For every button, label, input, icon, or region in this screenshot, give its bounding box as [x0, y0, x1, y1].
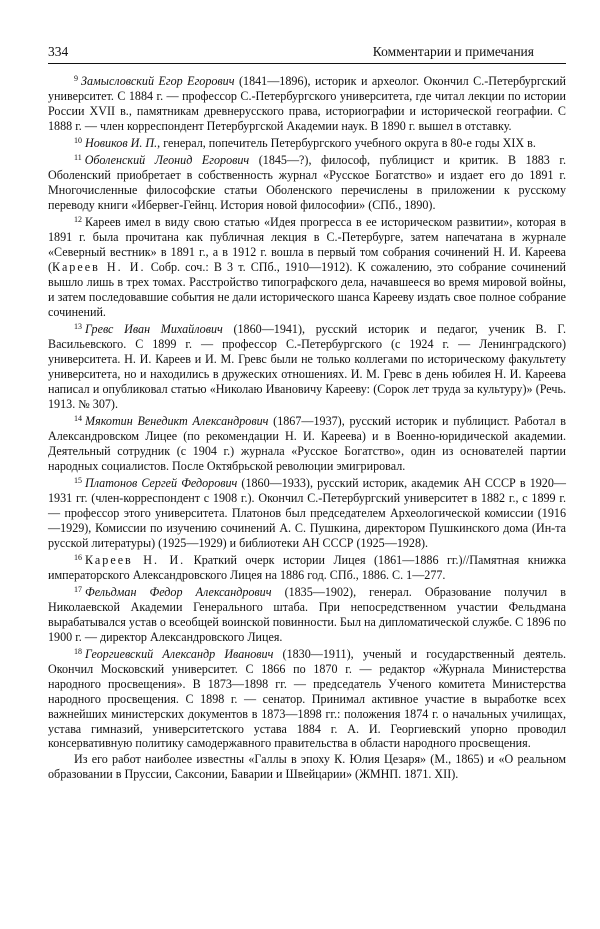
notes-body: [48, 72, 566, 782]
note-15: $^{15}$ Платонов Сергей Федорович (1860—1933), русский историк, академик АН СССР в 1920—1931 гг. (член-корреспондент с 1908 г.). Окончил С.-Петербургский университет в 1882 г., с 1899 г. — профессор этого университета. Платонов был председателем Археологической комиссии (1916—1929), Комиссии по изучению сочинений А. С. Пушкина, директором Пушкинского дома (Ин-та русской литературы) (1925—1929) и библиотеки АН СССР (1925—1928).: [48, 475, 566, 550]
note-13: $^{13}$ Гревс Иван Михайлович (1860—1941), русский историк и педагог, ученик В. Г. Васильевского. С 1899 г. — профессор С.-Петербургского (с 1924 г. — Ленинградского) университета. Н. И. Кареев и И. М. Гревс были не только коллегами по историческому факультету университета, но и находились в дружеских отношениях. И. М. Гревс в день юбилея Н. И. Кареева написал и опубликовал статью «Николаю Ивановичу Карееву: (Сорок лет труда за культуру)» (Речь. 1913. № 307).: [48, 322, 567, 411]
note-10: $^{10}$ Новиков И. П., генерал, попечитель Петербургского учебного округа в 80-е годы XIX в.: [74, 136, 536, 151]
note-18: $^{18}$ Георгиевский Александр Иванович (1830—1911), ученый и государственный деятель. Окончил Московский университет. С 1866 по 1870 г. — редактор «Журнала Министерства народного просвещения». В 1873—1898 гг. — председатель Ученого комитета Министерства народного просвещения. С 1898 г. — сенатор. Принимал активное участие в выработке всех важнейших министерских документов в 1873—1898 гг.: положения 1874 г. о начальных училищах, устава гимназий, университетского устава 1884 г. А. И. Георгиевский упорно проводил консервативную политику самодержавного правительства в области народного просвещения.: [48, 647, 566, 751]
note-12: $^{12}$ Кареев имел в виду свою статью «Идея прогресса в ее историческом развитии», которая в 1891 г. была прочитана как публичная лекция в С.-Петербурге, затем напечатана в журнале «Северный вестник» в 1891 г., а в 1912 г. вошла в первый том собрания сочинений Н. И. Кареева (Кареев Н. И. Собр. соч.: В 3 т. СПб., 1910—1912). К сожалению, это собрание сочинений вышло лишь в трех томах. Расстройство типографского дела, начавшееся во время мировой войны, и затем последовавшие события не дали исторического шанса Карееву издать свое полное собрание сочинений.: [48, 215, 566, 319]
note-16: $^{16}$ Кареев Н. И. Краткий очерк истории Лицея (1861—1886 гг.)//Памятная книжка императорского Александровского Лицея на 1886 год. СПб., 1886. С. 1—277.: [48, 552, 566, 582]
running-head: [48, 44, 566, 60]
running-title: Комментарии и примечания: [372, 44, 534, 59]
page-number: 334: [48, 44, 69, 59]
header-rule: [48, 63, 566, 64]
closing-paragraph: Из его работ наиболее известны «Галлы в эпоху К. Юлия Цезаря» (М., 1865) и «О реальном образовании в Пруссии, Саксонии, Баварии и Швейцарии» (ЖМНП. 1871. XII).: [48, 751, 566, 781]
note-11: $^{11}$ Оболенский Леонид Егорович (1845—?), философ, публицист и критик. В 1883 г. Оболенский приобретает в собственность журнал «Русское Богатство» и издает его до 1891 г. Многочисленные философские статьи Оболенского перечислены в приложении к русскому переводу книги «Ибервег-Гейнц. История новой философии» (СПб., 1890).: [48, 153, 567, 213]
note-14: $^{14}$ Мякотин Венедикт Александрович (1867—1937), русский историк и публицист. Работал в Александровском Лицее (по рекомендации Н. И. Кареева) и в Военно-юридической академии. Деятельный сотрудник (с 1904 г.) журнала «Русское Богатство», один из основателей партии народных социалистов. После Октябрьской революции эмигрировал.: [48, 413, 566, 473]
note-9: $^9$ Замысловский Егор Егорович (1841—1896), историк и археолог. Окончил С.-Петербургский университет. С 1884 г. — профессор С.-Петербургского университета, где читал лекции по истории России XVII в., памятникам древнерусского права, историографии и исторической географии. С 1888 г. — член корреспондент Петербургской Академии наук. В 1890 г. вышел в отставку.: [48, 74, 566, 133]
note-17: $^{17}$ Фельдман Федор Александрович (1835—1902), генерал. Образование получил в Николаевской Академии Генерального штаба. При непосредственном участии Фельдмана вырабатывался устав о всеобщей воинской повинности. Был на дипломатической службе. С 1896 по 1900 г. — директор Александровского Лицея.: [48, 585, 566, 644]
